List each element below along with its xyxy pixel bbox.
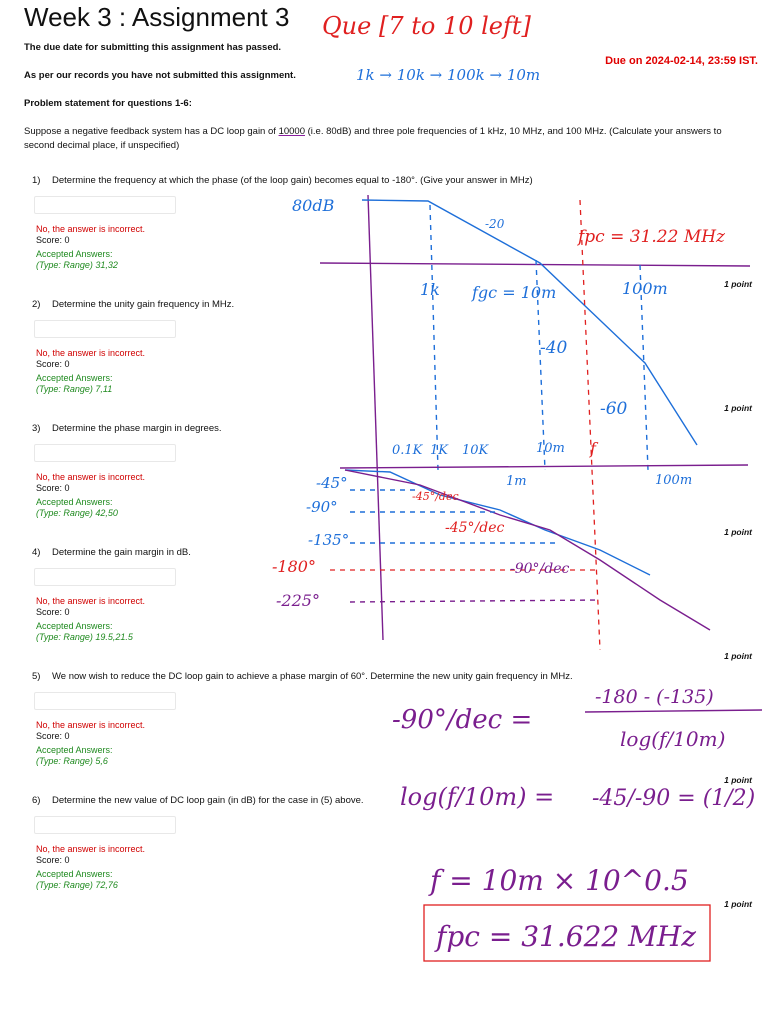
accepted-range: (Type: Range) 19.5,21.5 — [36, 632, 133, 642]
question-6 — [24, 795, 754, 891]
phase-freq-label: 0.1K — [392, 443, 423, 458]
answer-input[interactable] — [34, 692, 176, 710]
accepted-range: (Type: Range) 7,11 — [36, 384, 113, 394]
equation-final-answer: fpc = 31.622 MHz — [436, 920, 696, 953]
answer-feedback — [36, 720, 754, 767]
freq-100m-label: 100m — [622, 279, 668, 298]
score: Score: 0 — [36, 607, 70, 617]
question-1 — [24, 175, 754, 271]
phase-freq-label: 10m — [536, 441, 565, 456]
answer-input[interactable] — [34, 816, 176, 834]
phase-degree-label: -90° — [306, 498, 338, 516]
freq-1k-label: 1k — [420, 280, 440, 299]
equation-log: log(f/10m) = — [400, 783, 555, 811]
statement-text-start: Suppose a negative feedback system has a DC loop gain of — [24, 126, 279, 137]
incorrect-message: No, the answer is incorrect. — [36, 224, 146, 234]
answer-feedback — [36, 596, 754, 643]
answer-feedback — [36, 844, 754, 891]
question-number: 4) — [32, 547, 41, 558]
slope-60-label: -60 — [600, 399, 628, 419]
statement-text-end: (i.e. 80dB) and three pole frequencies of 1 kHz, 10 MHz, and 100 MHz. (Calculate your answers to second decimal place, if unspecified) — [24, 126, 722, 151]
accepted-answers-label: Accepted Answers: — [36, 497, 113, 507]
question-5 — [24, 671, 754, 767]
question-text — [32, 299, 754, 310]
question-text — [32, 795, 754, 806]
score: Score: 0 — [36, 483, 70, 493]
problem-statement — [24, 125, 754, 153]
phase-1m-label: 1m — [506, 474, 527, 489]
slope-20-label: -20 — [485, 217, 505, 231]
question-2 — [24, 299, 754, 395]
point-value: 1 point — [724, 403, 752, 413]
equation-frequency: f = 10m × 10^0.5 — [430, 864, 689, 897]
score: Score: 0 — [36, 855, 70, 865]
question-text — [32, 547, 754, 558]
accepted-range: (Type: Range) 31,32 — [36, 260, 118, 270]
point-value: 1 point — [724, 651, 752, 661]
question-prompt: Determine the frequency at which the phase (of the loop gain) becomes equal to -180°. (Give your answer in MHz) — [52, 175, 533, 186]
fgc-annotation: fgc = 10m — [472, 283, 557, 302]
question-number: 6) — [32, 795, 41, 806]
phase-freq-label: f — [590, 439, 596, 458]
point-value: 1 point — [724, 279, 752, 289]
phase-100m-label: 100m — [655, 473, 693, 488]
question-prompt: Determine the phase margin in degrees. — [52, 423, 222, 434]
answer-input[interactable] — [34, 196, 176, 214]
slope-40-label: -40 — [540, 338, 568, 358]
answer-box-outline — [424, 905, 710, 961]
accepted-answers-label: Accepted Answers: — [36, 249, 113, 259]
phase-freq-label: 1K — [430, 443, 448, 458]
incorrect-message: No, the answer is incorrect. — [36, 348, 146, 358]
question-prompt: Determine the new value of DC loop gain (in dB) for the case in (5) above. — [52, 795, 364, 806]
pole-chain-note: 1k → 10k → 100k → 10m — [356, 66, 541, 84]
incorrect-message: No, the answer is incorrect. — [36, 720, 146, 730]
equation-slope-numerator: -180 - (-135) — [595, 686, 714, 708]
notice-not-submitted: As per our records you have not submitted this assignment. — [24, 70, 296, 81]
question-text — [32, 175, 754, 186]
incorrect-message: No, the answer is incorrect. — [36, 844, 146, 854]
question-text — [32, 671, 754, 682]
phase-degree-label: -180° — [272, 557, 316, 576]
equation-log-value: -45/-90 = (1/2) — [592, 786, 756, 811]
question-number: 1) — [32, 175, 41, 186]
problem-heading: Problem statement for questions 1-6: — [24, 98, 192, 109]
answer-feedback — [36, 472, 754, 519]
accepted-answers-label: Accepted Answers: — [36, 373, 113, 383]
phase-slope-45: -45°/dec — [445, 520, 505, 536]
accepted-answers-label: Accepted Answers: — [36, 621, 113, 631]
fpc-annotation: fpc = 31.22 MHz — [578, 227, 726, 247]
que-note: Que [7 to 10 left] — [322, 12, 531, 40]
question-3 — [24, 423, 754, 519]
accepted-range: (Type: Range) 5,6 — [36, 756, 108, 766]
accepted-answers-label: Accepted Answers: — [36, 745, 113, 755]
answer-feedback — [36, 224, 754, 271]
question-text — [32, 423, 754, 434]
score: Score: 0 — [36, 731, 70, 741]
question-number: 3) — [32, 423, 41, 434]
question-number: 5) — [32, 671, 41, 682]
question-prompt: Determine the unity gain frequency in MHz. — [52, 299, 235, 310]
question-prompt: Determine the gain margin in dB. — [52, 547, 191, 558]
phase-degree-label: -225° — [276, 591, 320, 610]
incorrect-message: No, the answer is incorrect. — [36, 596, 146, 606]
equation-slope-left: -90°/dec = — [392, 705, 533, 735]
phase-degree-label: -135° — [308, 531, 350, 549]
score: Score: 0 — [36, 235, 70, 245]
answer-input[interactable] — [34, 444, 176, 462]
page-title: Week 3 : Assignment 3 — [24, 2, 290, 32]
accepted-range: (Type: Range) 42,50 — [36, 508, 118, 518]
accepted-answers-label: Accepted Answers: — [36, 869, 113, 879]
phase-degree-label: -45° — [316, 474, 348, 492]
answer-input[interactable] — [34, 320, 176, 338]
answer-input[interactable] — [34, 568, 176, 586]
point-value: 1 point — [724, 775, 752, 785]
equation-slope-denominator: log(f/10m) — [620, 727, 726, 751]
phase-slope-small: -45°/dec — [412, 490, 459, 503]
phase-freq-label: 10K — [462, 443, 489, 458]
point-value: 1 point — [724, 899, 752, 909]
phase-slope-90: -90°/dec — [510, 561, 570, 577]
accepted-range: (Type: Range) 72,76 — [36, 880, 118, 890]
incorrect-message: No, the answer is incorrect. — [36, 472, 146, 482]
notice-deadline-passed: The due date for submitting this assignment has passed. — [24, 42, 282, 53]
answer-feedback — [36, 348, 754, 395]
question-4 — [24, 547, 754, 643]
gain-80db-label: 80dB — [292, 196, 335, 215]
question-number: 2) — [32, 299, 41, 310]
due-date: Due on 2024-02-14, 23:59 IST. — [605, 55, 758, 67]
score: Score: 0 — [36, 359, 70, 369]
point-value: 1 point — [724, 527, 752, 537]
statement-gain: 10000 — [278, 126, 305, 137]
question-prompt: We now wish to reduce the DC loop gain to achieve a phase margin of 60°. Determine the new unity gain frequency in MHz. — [52, 671, 573, 682]
